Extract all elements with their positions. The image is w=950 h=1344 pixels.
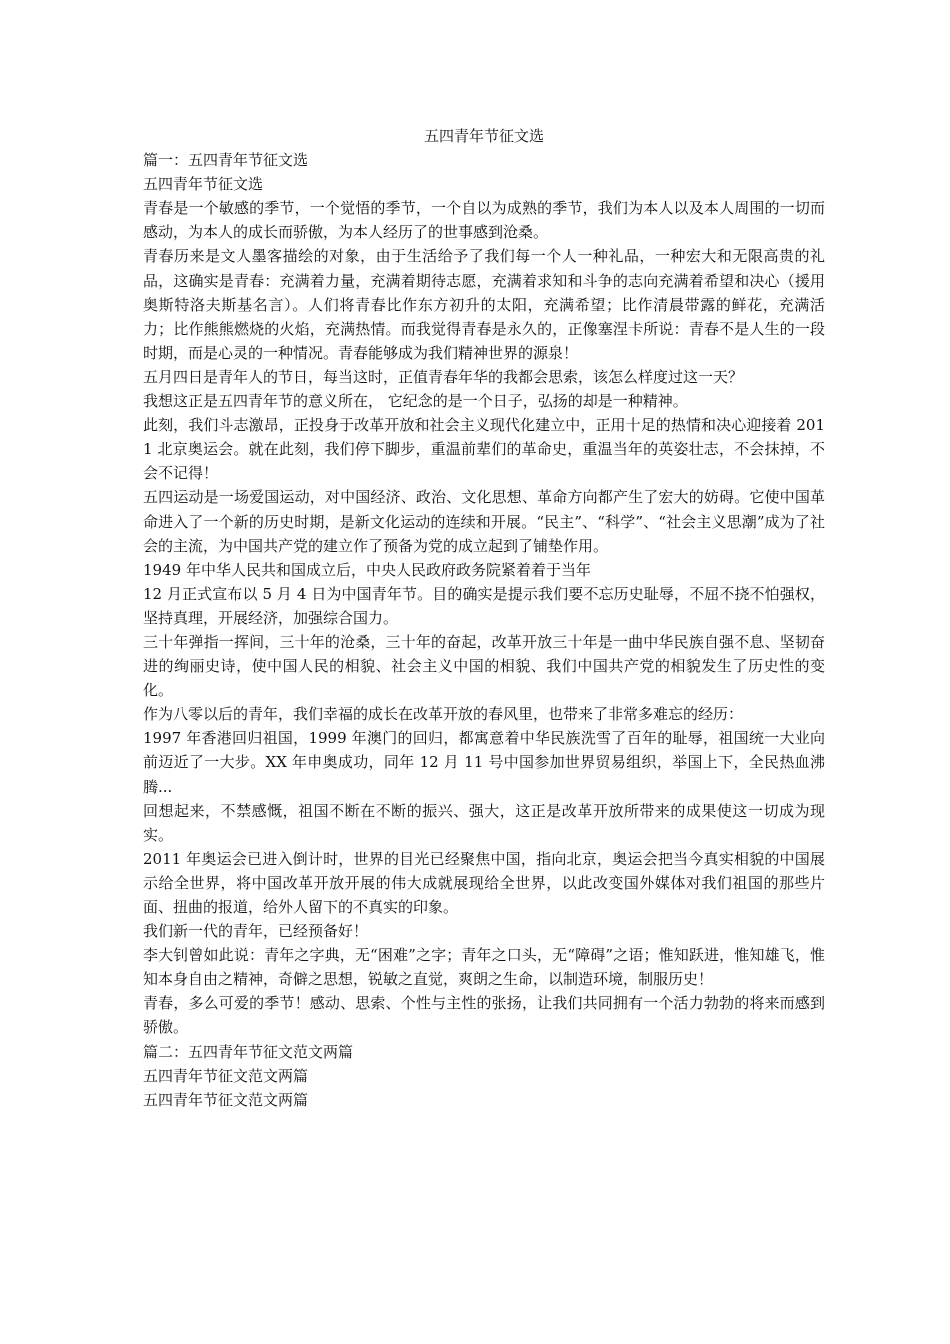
paragraph: 篇一：五四青年节征文选 (143, 151, 309, 170)
paragraph: 此刻，我们斗志激昂，正投身于改革开放和社会主义现代化建立中，正用十足的热情和决心迎接着 2011 北京奥运会。就在此刻，我们停下脚步，重温前辈们的革命史，重温当年的英姿壮志，不会抹掉，不会不记得！ (143, 416, 825, 483)
paragraph: 青春是一个敏感的季节，一个觉悟的季节，一个自以为成熟的季节，我们为本人以及本人周围的一切而感动，为本人的成长而骄傲，为本人经历了的世事感到沧桑。 (143, 199, 825, 242)
paragraph: 1949 年中华人民共和国成立后，中央人民政府政务院紧着着于当年 (143, 560, 591, 579)
paragraph: 五四青年节征文范文两篇 (143, 1090, 309, 1109)
paragraph: 我想这正是五四青年节的意义所在， 它纪念的是一个日子，弘扬的却是一种精神。 (143, 392, 688, 411)
paragraph: 三十年弹指一挥间，三十年的沧桑，三十年的奋起，改革开放三十年是一曲中华民族自强不息、坚韧奋进的绚丽史诗，使中国人民的相貌、社会主义中国的相貌、我们中国共产党的相貌发生了历史性的变化。 (143, 632, 825, 700)
document-title: 五四青年节征文选 (423, 127, 544, 145)
paragraph: 李大钊曾如此说：青年之字典，无“困难”之字；青年之口头，无“障碍”之语；惟知跃进，惟知雄飞，惟知本身自由之精神，奇僻之思想，锐敏之直觉，爽朗之生命，以制造环境，制服历史！ (143, 946, 825, 989)
paragraph: 1997 年香港回归祖国，1999 年澳门的回归，都寓意着中华民族洗雪了百年的耻辱，祖国统一大业向前迈近了一大步。XX 年申奥成功，同年 12 月 11 号中国参加世界贸易组织，举国上下，全民热血沸腾... (143, 729, 825, 796)
paragraph: 青春，多么可爱的季节！感动、思索、个性与主性的张扬，让我们共同拥有一个活力勃勃的将来而感到骄傲。 (143, 994, 825, 1037)
paragraph: 2011 年奥运会已进入倒计时，世界的目光已经聚焦中国，指向北京，奥运会把当今真实相貌的中国展示给全世界，将中国改革开放开展的伟大成就展现给全世界，以此改变国外媒体对我们祖国的那些片面、扭曲的报道，给外人留下的不真实的印象。 (143, 849, 825, 916)
paragraph: 五四青年节征文范文两篇 (143, 1066, 309, 1085)
section-heading: 篇二：五四青年节征文范文两篇 (143, 1042, 354, 1061)
paragraph: 五四运动是一场爱国运动，对中国经济、政治、文化思想、革命方向都产生了宏大的妨碍。它使中国革命进入了一个新的历史时期，是新文化运动的连续和开展。“民主”、“科学”、“社会主义思潮”成为了社会的主流，为中国共产党的建立作了预备为党的成立起到了铺垫作用。 (143, 488, 825, 555)
paragraph: 青春历来是文人墨客描绘的对象，由于生活给予了我们每一个人一种礼品，一种宏大和无限高贵的礼品，这确实是青春：充满着力量，充满着期待志愿，充满着求知和斗争的志向充满着希望和决心（援用奥斯特洛夫斯基名言）。人们将青春比作东方初升的太阳，充满希望；比作清晨带露的鲜花，充满活力；比作熊熊燃烧的火焰，充满热情。而我觉得青春是永久的，正像塞涅卡所说：青春不是人生的一段时期，而是心灵的一种情况。青春能够成为我们精神世界的源泉！ (143, 247, 825, 362)
paragraph: 我们新一代的青年，已经预备好！ (143, 922, 369, 941)
paragraph: 五四青年节征文选 (143, 175, 264, 194)
paragraph: 回想起来，不禁感慨，祖国不断在不断的振兴、强大，这正是改革开放所带来的成果使这一切成为现实。 (143, 801, 825, 844)
paragraph: 五月四日是青年人的节日，每当这时，正值青春年华的我都会思索，该怎么样度过这一天？ (143, 367, 744, 386)
document-body (143, 124, 825, 1112)
paragraph: 12 月正式宣布以 5 月 4 日为中国青年节。目的确实是提示我们要不忘历史耻辱，不屈不挠不怕强权，坚持真理，开展经济，加强综合国力。 (143, 584, 825, 627)
paragraph: 作为八零以后的青年，我们幸福的成长在改革开放的春风里，也带来了非常多难忘的经历： (143, 705, 744, 724)
